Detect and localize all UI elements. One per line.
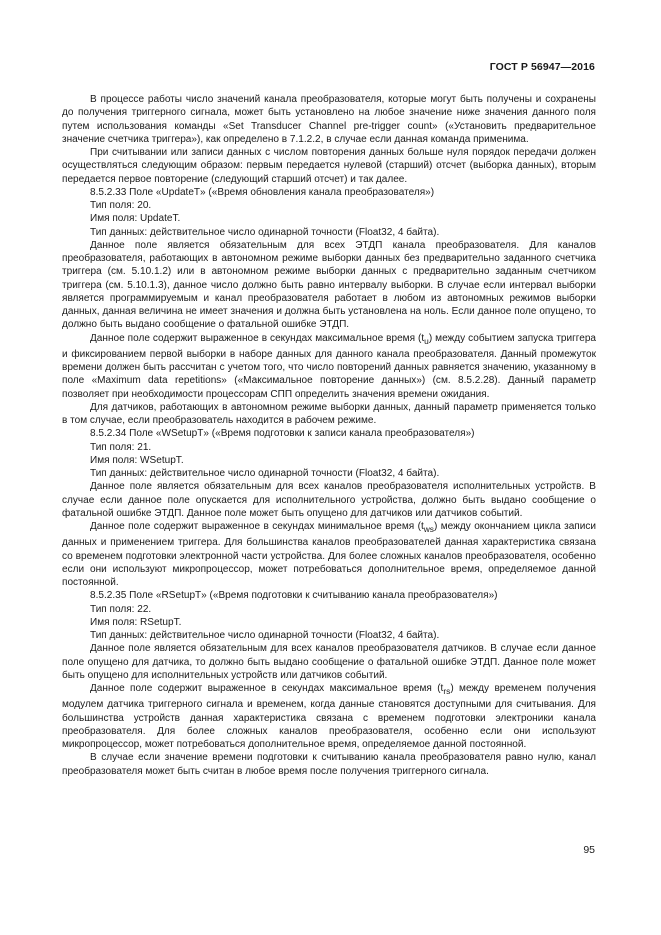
subscript: u (424, 335, 429, 346)
paragraph: В процессе работы число значений канала преобразователя, которые могут быть получены и сохранены до получения триггерного сигнала, может быть установлено на любое значение ниже значения данного поля путем использования команды «Set Transducer Channel pre-trigger count» («Установить предварительное значение счетчика триггера»), как определено в 7.1.2.2, в случае если данная команда применима. (62, 94, 596, 145)
field-name: Имя поля: RSetupT. (90, 616, 182, 628)
field-type: Тип поля: 21. (90, 441, 152, 453)
paragraph: Для датчиков, работающих в автономном режиме выборки данных, данный параметр применяется только в том случае, если преобразователь находится в рабочем режиме. (62, 401, 596, 426)
document-standard-number: ГОСТ Р 56947—2016 (489, 61, 595, 73)
data-type: Тип данных: действительное число одинарной точности (Float32, 4 байта). (90, 630, 440, 641)
paragraph: Данное поле является обязательным для всех каналов преобразователя исполнительных устройств. В случае если данное поле опускается для исполнительного устройства, должно быть выдано сообщение о фатальной ошибке ЭТДП. Данное поле может быть опущено для датчиков или датчиков событий. (62, 481, 596, 519)
body-text (62, 93, 596, 778)
paragraph (62, 332, 596, 401)
paragraph (62, 682, 596, 751)
paragraph-text: Данное поле содержит выраженное в секундах максимальное время (t (90, 683, 444, 694)
field-name: Имя поля: WSetupT. (90, 454, 184, 466)
data-type: Тип данных: действительное число одинарной точности (Float32, 4 байта). (90, 468, 440, 479)
section-heading-8-5-2-34: 8.5.2.34 Поле «WSetupT» («Время подготовки к записи канала преобразователя») (90, 428, 475, 440)
paragraph (62, 520, 596, 589)
paragraph-text: ) между окончанием цикла записи данных и применением триггера. Для большинства каналов преобразователей данная характеристика связана со временем подготовки электронной части устройства. Для более сложных каналов преобразователя, особенно если они используют микропроцессор, может потребоваться дополнительное время, определяемое данной постоянной. (62, 521, 596, 588)
paragraph-text: ) между временем получения модулем датчика триггерного сигнала и временем, когда данные становятся доступными для считывания. Для большинства устройств данная характеристика связана с временем подготовки электроники канала преобразователя. Для более сложных каналов преобразователя, особенно если они используют микропроцессор, может потребоваться дополнительное время, определяемое данной постоянной. (62, 683, 597, 750)
paragraph: В случае если значение времени подготовки к считыванию канала преобразователя равно нулю, канал преобразователя может быть считан в любое время после получения триггерного сигнала. (62, 752, 596, 777)
paragraph: Данное поле является обязательным для всех каналов преобразователя датчиков. В случае если данное поле опущено для датчика, то должно быть выдано сообщение о фатальной ошибке ЭТДП. Данное поле может быть опущено для исполнительных устройств или датчиков событий. (62, 643, 596, 681)
paragraph: При считывании или записи данных с числом повторения данных больше нуля порядок передачи должен осуществляться следующим образом: первым передается нулевой (старший) отсчет (выборка данных), вторым передается первое повторение (следующий старший отсчет) и так далее. (62, 147, 596, 185)
field-type: Тип поля: 20. (90, 200, 152, 211)
field-type: Тип поля: 22. (90, 603, 152, 615)
paragraph-text: Данное поле содержит выраженное в секундах максимальное время (t (90, 332, 425, 344)
paragraph-text: ) между событием запуска триггера и фиксированием первой выборки в наборе данных для данного канала преобразователя. Данный промежуток времени должен быть рассчитан с учетом того, что число повторений данных равняется значению, указанному в поле «Maximum data repetitions» («Максимальное повторение данных») (см. 8.5.2.28). Данный параметр позволяет при необходимости процессорам СПП определить значения времени ожидания. (62, 332, 596, 400)
page-number: 95 (583, 844, 595, 856)
section-heading-8-5-2-33: 8.5.2.33 Поле «UpdateT» («Время обновления канала преобразователя») (90, 186, 435, 198)
field-name: Имя поля: UpdateT. (90, 213, 181, 225)
paragraph: Данное поле является обязательным для всех ЭТДП канала преобразователя. Для каналов преобразователя, работающих в автономном режиме выборки данных без предварительно заданного счетчика триггера (см. 5.10.1.2) или в автономном режиме выборки данных с предварительно заданным счетчиком триггера (см. 5.10.1.3), данное число должно быть равно интервалу выборки. В случае если интервал выборки является программируемым и канал преобразователя работает в любом из автономных режимов выборки данных, данная величина не имеет значения и должна быть установлена на ноль. Если данное поле опущено, то должно быть выдано сообщение о фатальной ошибке ЭТДП. (62, 239, 596, 331)
subscript: ws (423, 524, 434, 534)
data-type: Тип данных: действительное число одинарной точности (Float32, 4 байта). (90, 226, 440, 238)
subscript: rs (443, 686, 451, 696)
section-heading-8-5-2-35: 8.5.2.35 Поле «RSetupT» («Время подготовки к считыванию канала преобразователя») (90, 590, 498, 602)
paragraph-text: Данное поле содержит выраженное в секундах минимальное время (t (90, 521, 424, 532)
